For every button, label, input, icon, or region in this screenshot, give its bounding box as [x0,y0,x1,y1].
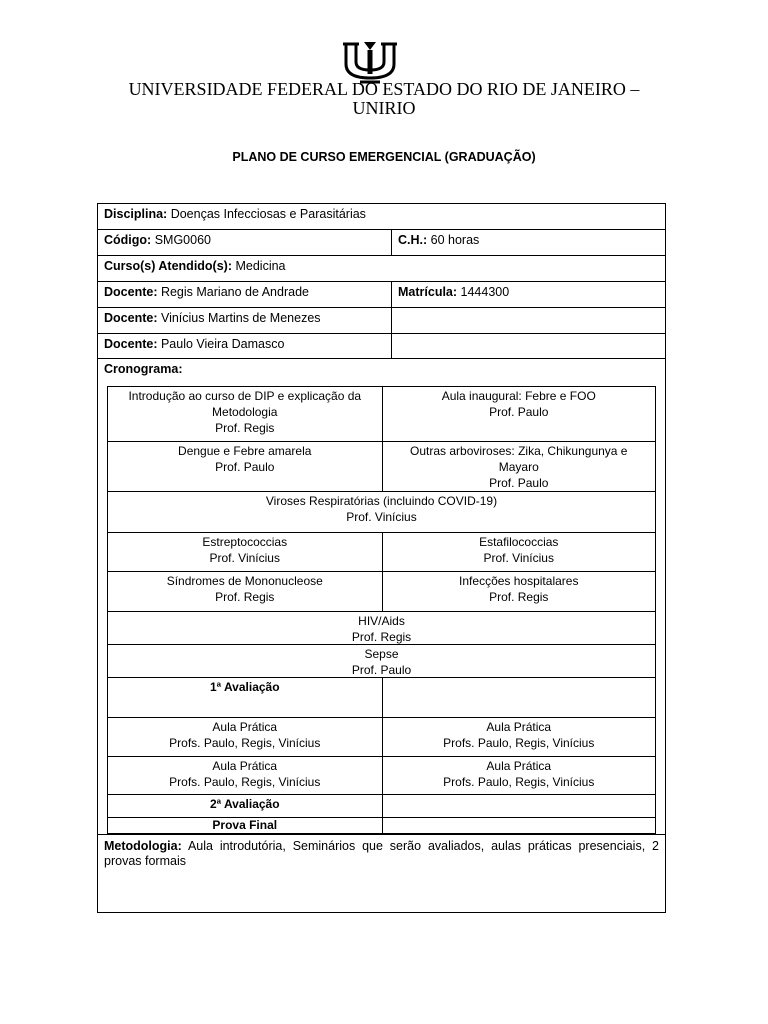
row-codigo: Código: SMG0060 C.H.: 60 horas [97,229,666,255]
table-row: 2ª Avaliação [107,794,656,817]
table-row: Sepse Prof. Paulo [107,644,656,677]
unirio-logo-icon [340,40,400,84]
table-row: Prova Final [107,817,656,834]
row-metodologia: Metodologia: Aula introdutória, Seminários que serão avaliados, aulas práticas presenciais, 2 provas formais [97,834,666,913]
table-row: Síndromes de Mononucleose Prof. Regis Infecções hospitalares Prof. Regis [107,571,656,611]
table-row: Dengue e Febre amarela Prof. Paulo Outras arboviroses: Zika, Chikungunya e Mayaro Prof. Paulo [107,441,656,491]
table-row: Introdução ao curso de DIP e explicação da Metodologia Prof. Regis Aula inaugural: Febre e FOO Prof. Paulo [107,386,656,441]
table-row: 1ª Avaliação [107,677,656,717]
page-title: PLANO DE CURSO EMERGENCIAL (GRADUAÇÃO) [232,150,536,164]
row-disciplina: Disciplina: Doenças Infecciosas e Parasitárias [97,203,666,229]
table-row: Estreptococcias Prof. Vinícius Estafilococcias Prof. Vinícius [107,532,656,571]
row-docente-1: Docente: Regis Mariano de Andrade Matrícula: 1444300 [97,281,666,307]
table-row: Viroses Respiratórias (incluindo COVID-19) Prof. Vinícius [107,491,656,532]
row-docente-2: Docente: Vinícius Martins de Menezes [97,307,666,333]
table-row: HIV/Aids Prof. Regis [107,611,656,644]
university-name: UNIVERSIDADE FEDERAL DO ESTADO DO RIO DE JANEIRO – UNIRIO [128,79,640,118]
table-row: Aula Prática Profs. Paulo, Regis, Vinícius Aula Prática Profs. Paulo, Regis, Vinícius [107,756,656,794]
row-cursos: Curso(s) Atendido(s): Medicina [97,255,666,281]
row-docente-3: Docente: Paulo Vieira Damasco [97,333,666,358]
table-row: Aula Prática Profs. Paulo, Regis, Vinícius Aula Prática Profs. Paulo, Regis, Vinícius [107,717,656,756]
row-cronograma: Cronograma: [97,358,666,834]
